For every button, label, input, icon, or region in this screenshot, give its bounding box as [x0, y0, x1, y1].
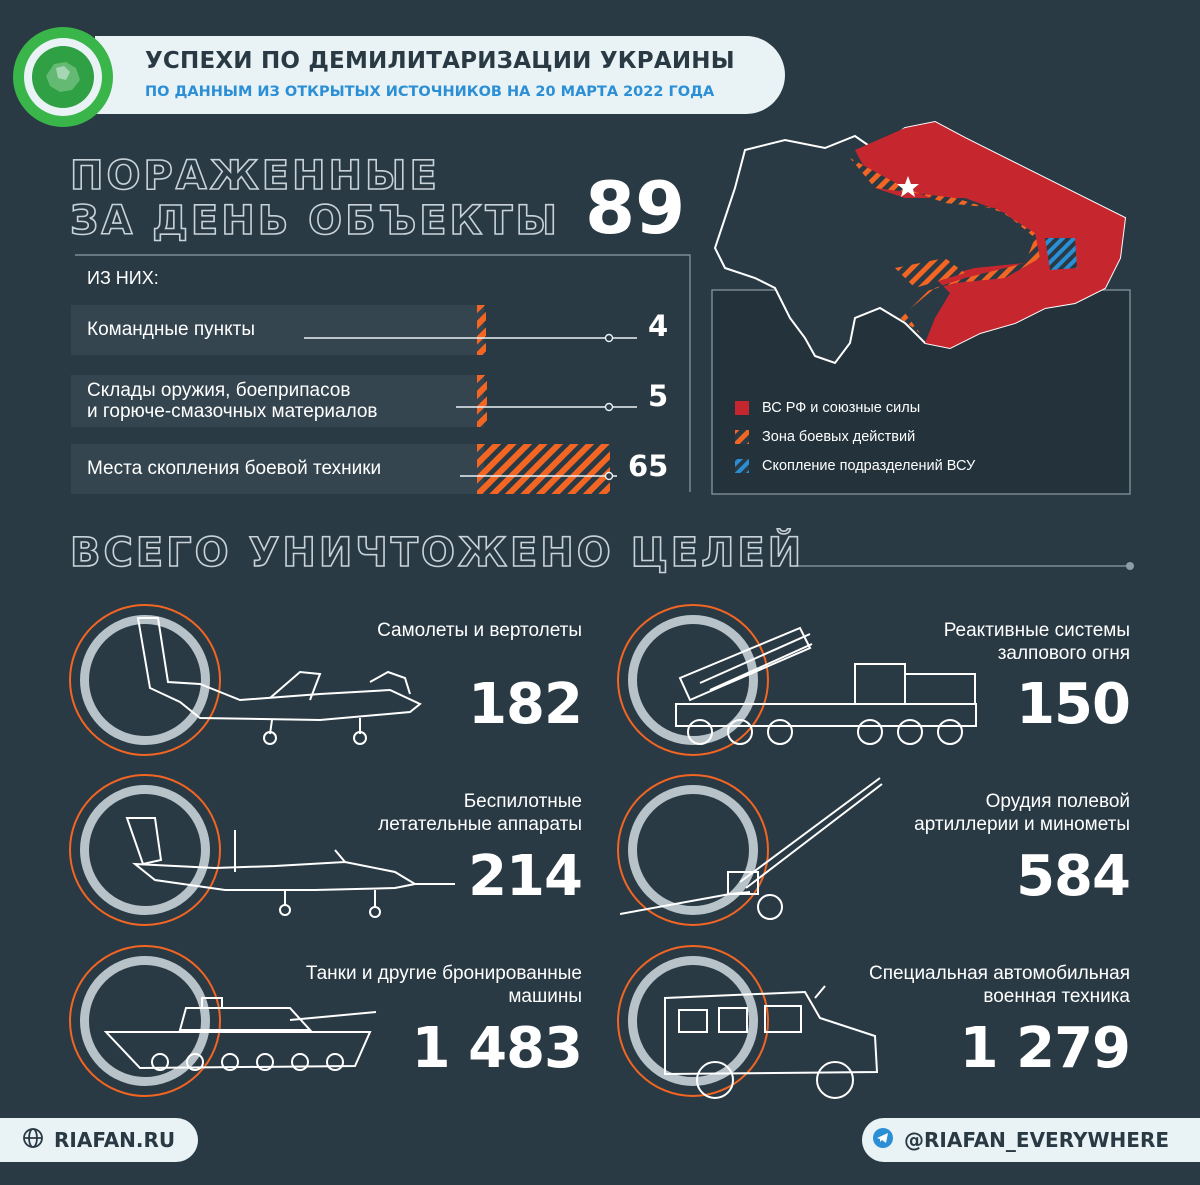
page-title: УСПЕХИ ПО ДЕМИЛИТАРИЗАЦИИ УКРАИНЫ	[145, 48, 735, 74]
category-label: Беспилотные летательные аппараты	[378, 791, 582, 835]
legend-swatch-red	[735, 401, 749, 415]
daily-title-line2: ЗА ДЕНЬ ОБЪЕКТЫ	[70, 198, 560, 244]
daily-total: 89	[585, 166, 686, 250]
page-subtitle: ПО ДАННЫМ ИЗ ОТКРЫТЫХ ИСТОЧНИКОВ НА 20 МАРТА 2022 ГОДА	[145, 84, 715, 100]
row-value: 4	[648, 309, 669, 343]
category-label: Орудия полевой артиллерии и минометы	[914, 791, 1130, 835]
telegram-icon	[872, 1127, 894, 1153]
daily-title-line1: ПОРАЖЕННЫЕ	[70, 153, 440, 199]
footer-site-pill[interactable]	[0, 1118, 198, 1162]
telegram-handle[interactable]: @RIAFAN_EVERYWHERE	[904, 1128, 1170, 1152]
row-label: Места скопления боевой техники	[87, 458, 382, 479]
legend-swatch-blue	[735, 459, 749, 473]
category-label: Реактивные системы залпового огня	[943, 620, 1130, 664]
footer-telegram-pill[interactable]	[862, 1118, 1200, 1162]
row-value: 5	[648, 379, 669, 413]
legend-swatch-orange	[735, 430, 749, 444]
category-label: Танки и другие бронированные машины	[305, 963, 582, 1007]
category-label: Самолеты и вертолеты	[377, 620, 582, 641]
category-value: 1 279	[959, 1016, 1130, 1081]
legend-label: ВС РФ и союзные силы	[762, 400, 921, 416]
globe-icon	[22, 1127, 44, 1153]
row-label: Склады оружия, боеприпасов и горюче-смазочных материалов	[87, 380, 378, 422]
category-value: 214	[468, 844, 582, 909]
category-value: 1 483	[411, 1016, 582, 1081]
of-them-label: ИЗ НИХ:	[87, 268, 159, 288]
totals-title: ВСЕГО УНИЧТОЖЕНО ЦЕЛЕЙ	[70, 530, 805, 576]
category-value: 584	[1016, 844, 1130, 909]
category-value: 182	[468, 672, 582, 737]
row-label: Командные пункты	[87, 319, 256, 340]
site-link[interactable]: RIAFAN.RU	[54, 1128, 176, 1152]
legend-label: Скопление подразделений ВСУ	[762, 458, 976, 474]
category-value: 150	[1016, 672, 1130, 737]
category-label: Специальная автомобильная военная техника	[868, 963, 1130, 1007]
row-value: 65	[628, 449, 669, 483]
legend-label: Зона боевых действий	[762, 429, 916, 445]
